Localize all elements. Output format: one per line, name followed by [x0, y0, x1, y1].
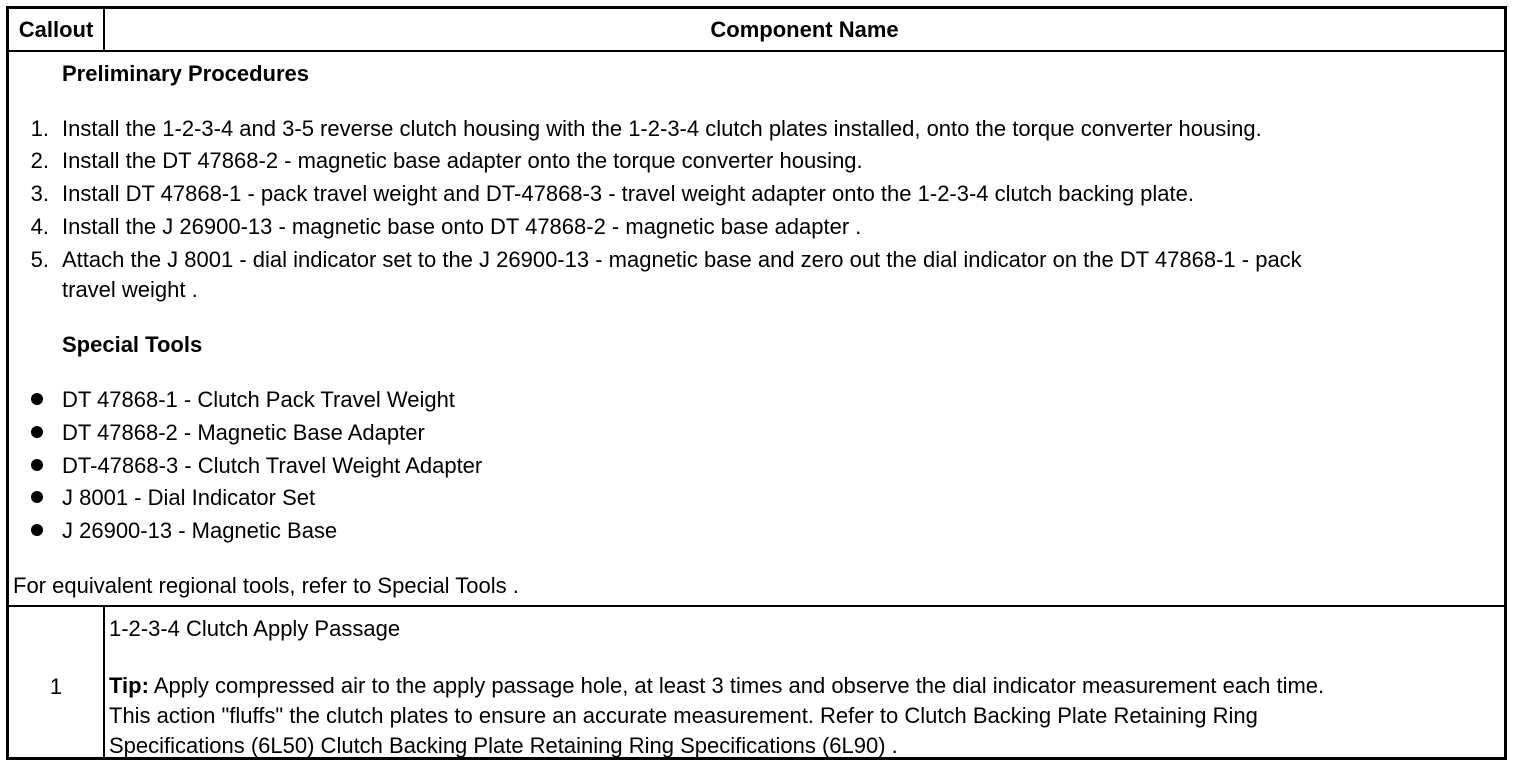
tool-text: J 8001 - Dial Indicator Set	[62, 485, 316, 510]
callout-cell	[9, 607, 105, 757]
step-text-continued: travel weight .	[62, 277, 198, 302]
tool-text: DT 47868-1 - Clutch Pack Travel Weight	[62, 387, 455, 412]
component-name: 1-2-3-4 Clutch Apply Passage	[109, 616, 401, 641]
preliminary-heading: Preliminary Procedures	[62, 61, 310, 86]
bullet-icon	[31, 524, 43, 536]
step-number: 4.	[30, 214, 49, 239]
step-number: 5.	[30, 247, 49, 272]
step-text: Attach the J 8001 - dial indicator set to the J 26900-13 - magnetic base and zero out the dial indicator on the DT 47868-1 - pack	[62, 247, 1302, 272]
special-tools-heading: Special Tools	[62, 332, 203, 357]
tool-text: DT-47868-3 - Clutch Travel Weight Adapter	[62, 453, 483, 478]
step-number: 3.	[30, 181, 49, 206]
bullet-icon	[31, 393, 43, 405]
tip-text-continued: This action "fluffs" the clutch plates to ensure an accurate measurement. Refer to Clutch Backing Plate Retaining Ring	[109, 703, 1258, 728]
regional-tools-note: For equivalent regional tools, refer to Special Tools .	[13, 573, 519, 598]
components-table	[6, 6, 1507, 760]
tip-line	[109, 673, 1324, 699]
step-text: Install the 1-2-3-4 and 3-5 reverse clutch housing with the 1-2-3-4 clutch plates installed, onto the torque converter housing.	[62, 116, 1262, 141]
callout-number: 1	[49, 674, 63, 699]
preliminary-section	[9, 52, 1504, 607]
component-name-column-header: Component Name	[710, 17, 899, 42]
step-text: Install the J 26900-13 - magnetic base onto DT 47868-2 - magnetic base adapter .	[62, 214, 862, 239]
bullet-icon	[31, 426, 43, 438]
step-text: Install the DT 47868-2 - magnetic base adapter onto the torque converter housing.	[62, 148, 863, 173]
step-number: 2.	[30, 148, 49, 173]
table-row	[9, 607, 1504, 757]
table-header	[9, 9, 1504, 52]
bullet-icon	[31, 491, 43, 503]
tip-text-continued: Specifications (6L50) Clutch Backing Plate Retaining Ring Specifications (6L90) .	[109, 733, 898, 758]
bullet-icon	[31, 459, 43, 471]
tool-text: DT 47868-2 - Magnetic Base Adapter	[62, 420, 425, 445]
tip-label: Tip:	[109, 673, 149, 698]
step-number: 1.	[30, 116, 49, 141]
step-text: Install DT 47868-1 - pack travel weight and DT-47868-3 - travel weight adapter onto the 1-2-3-4 clutch backing plate.	[62, 181, 1195, 206]
callout-column-header: Callout	[9, 9, 105, 50]
tool-text: J 26900-13 - Magnetic Base	[62, 518, 338, 543]
tip-text: Apply compressed air to the apply passage hole, at least 3 times and observe the dial indicator measurement each time.	[148, 673, 1325, 698]
